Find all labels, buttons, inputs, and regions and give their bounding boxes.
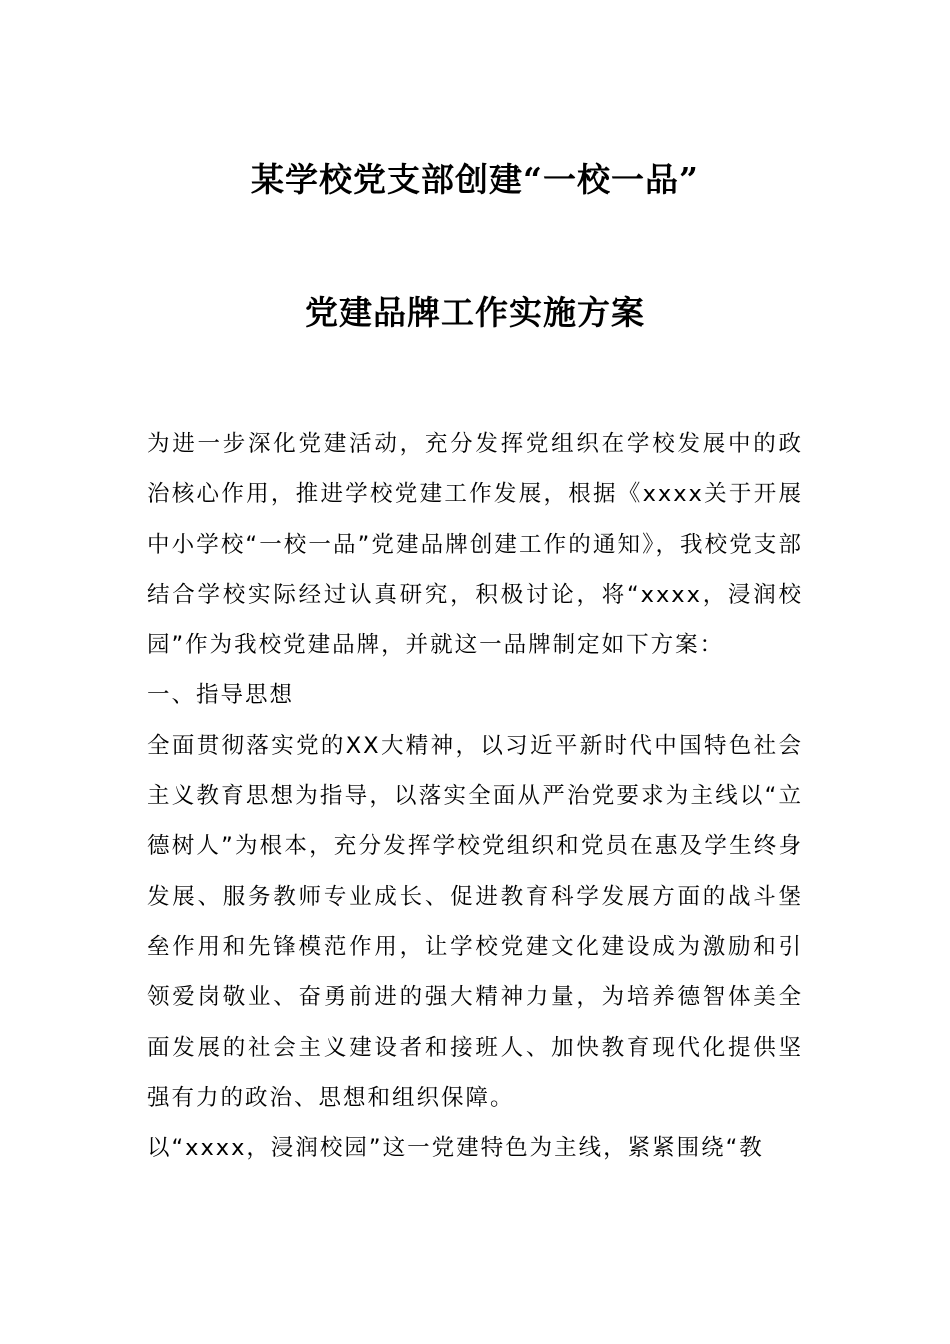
document-title-line-2: 党建品牌工作实施方案: [305, 293, 645, 332]
section-heading-guiding-ideology: 一、指导思想: [147, 682, 295, 709]
document-body: [147, 419, 803, 1173]
guiding-ideology-paragraph: 全面贯彻落实党的XX大精神，以习近平新时代中国特色社会主义教育思想为指导，以落实全面从严治党要求为主线以“立德树人”为根本，充分发挥学校党组织和党员在惠及学生终身发展、服务教师专业成长、促进教育科学发展方面的战斗堡垒作用和先锋模范作用，让学校党建文化建设成为激励和引领爱岗敬业、奋勇前进的强大精神力量，为培养德智体美全面发展的社会主义建设者和接班人、加快教育现代化提供坚强有力的政治、思想和组织保障。: [147, 732, 803, 1111]
main-line-paragraph: 以“xxxx，浸润校园”这一党建特色为主线，紧紧围绕“教: [147, 1135, 764, 1162]
document-title-line-1: 某学校党支部创建“一校一品”: [251, 160, 699, 199]
intro-paragraph: 为进一步深化党建活动，充分发挥党组织在学校发展中的政治核心作用，推进学校党建工作发展，根据《xxxx关于开展中小学校“一校一品”党建品牌创建工作的通知》，我校党支部结合学校实际经过认真研究，积极讨论，将“xxxx，浸润校园”作为我校党建品牌，并就这一品牌制定如下方案：: [147, 431, 803, 659]
